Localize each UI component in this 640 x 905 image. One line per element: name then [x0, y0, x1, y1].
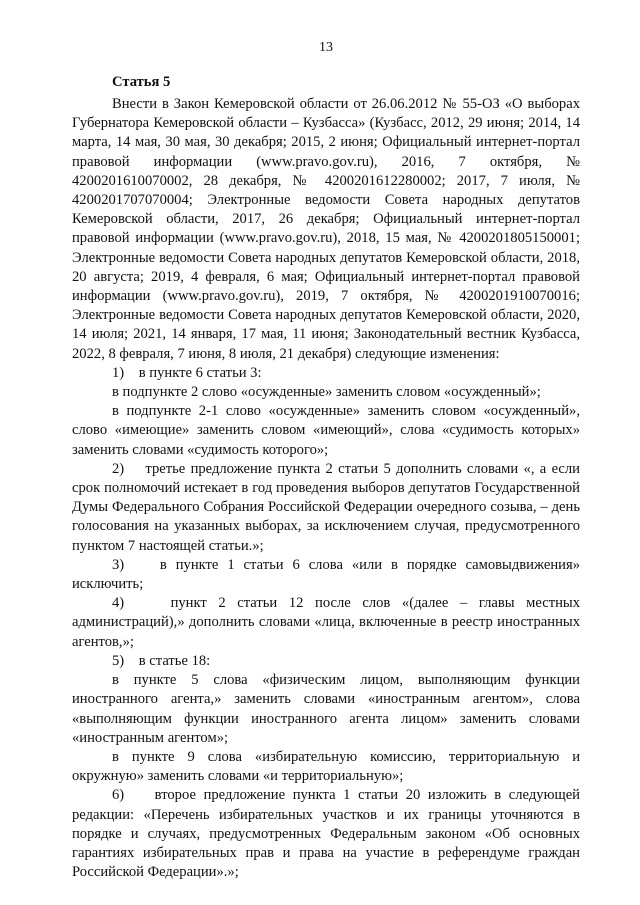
- intro-paragraph: Внести в Закон Кемеровской области от 26.06.2012 № 55-ОЗ «О выборах Губернатора Кемеровской области – Кузбасса» (Кузбасс, 2012, 29 июня; 2014, 14 марта, 14 мая, 30 мая, 30 декабря; 2015, 2 июня; Официальный интернет-портал правовой информации (www.pravo.gov.ru), 2016, 7 октября, № 4200201610070002, 28 декабря, № 4200201612280002; 2017, 7 июля, № 4200201707070004; Электронные ведомости Совета народных депутатов Кемеровской области, 2017, 26 декабря; Официальный интернет-портал правовой информации (www.pravo.gov.ru), 2018, 15 мая, № 4200201805150001; Электронные ведомости Совета народных депутатов Кемеровской области, 2018, 20 августа; 2019, 4 февраля, 6 мая; Официальный интернет-портал правовой информации (www.pravo.gov.ru), 2019, 7 октября, № 4200201910070016; Электронные ведомости Совета народных депутатов Кемеровской области, 2020, 14 июля; 2021, 14 января, 17 мая, 11 июня; Законодательный вестник Кузбасса, 2022, 8 февраля, 7 июня, 8 июля, 21 декабря) следующие изменения:: [72, 96, 580, 362]
- article-title: Статья 5: [112, 74, 171, 90]
- item-1-subparagraph-2-1: в подпункте 2-1 слово «осужденные» заменить словом «осужденный», слово «имеющие» заменить словом «имеющий», слова «судимость которых» заменить словами «судимость которого»;: [72, 403, 580, 458]
- item-3-paragraph: 3) в пункте 1 статьи 6 слова «или в порядке самовыдвижения» исключить;: [72, 556, 580, 593]
- item-5-point-5: в пункте 5 слова «физическим лицом, выполняющим функции иностранного агента,» заменить словами «иностранным агентом», слова «выполняющим функции иностранного агента лицом» заменить словами «иностранным агентом»;: [72, 672, 580, 746]
- item-5-heading: 5) в статье 18:: [112, 652, 211, 669]
- page-number: 13: [319, 40, 333, 55]
- item-6-paragraph: 6) второе предложение пункта 1 статьи 20 изложить в следующей редакции: «Перечень избирательных участков и их границы уточняются в порядке и случаях, предусмотренных Федеральным законом «Об основных гарантиях избирательных прав и права на участие в референдуме граждан Российской Федерации».»;: [72, 787, 580, 881]
- item-4-paragraph: 4) пункт 2 статьи 12 после слов «(далее – главы местных администраций),» дополнить словами «лица, включенные в реестр иностранных агентов,»;: [72, 595, 580, 650]
- item-2-paragraph: 2) третье предложение пункта 2 статьи 5 дополнить словами «, а если срок полномочий истекает в год проведения выборов депутатов Государственной Думы Федерального Собрания Российской Федерации очередного созыва, – день голосования на указанных выборах, за исключением случая, предусмотренного пунктом 7 настоящей статьи.»;: [72, 460, 580, 554]
- item-1-heading: 1) в пункте 6 статьи 3:: [112, 364, 262, 381]
- item-1-subparagraph-2: в подпункте 2 слово «осужденные» заменить словом «осужденный»;: [112, 384, 541, 401]
- item-5-point-9: в пункте 9 слова «избирательную комиссию, территориальную и окружную» заменить словами «и территориальную»;: [72, 748, 580, 785]
